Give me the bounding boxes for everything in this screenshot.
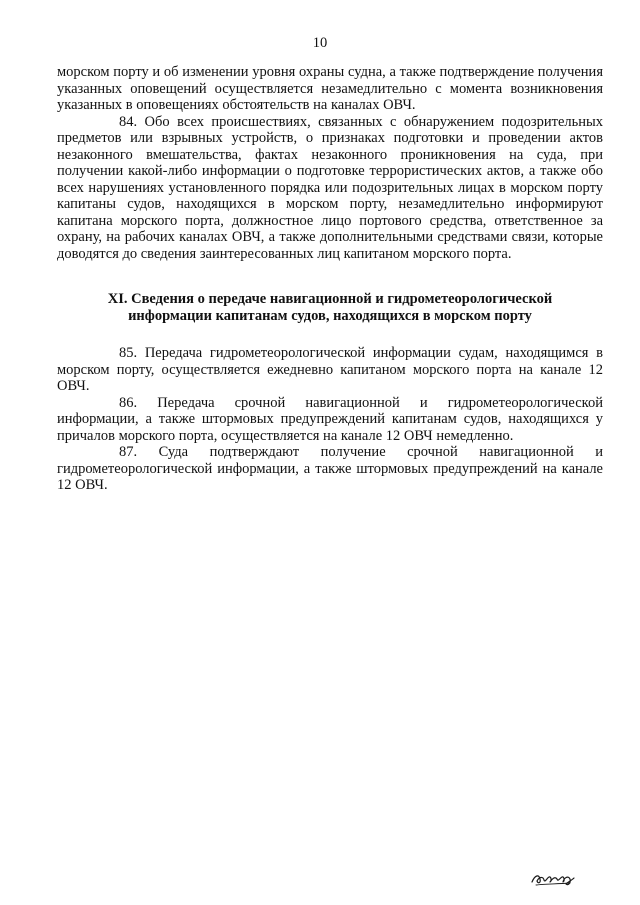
section-heading-line-1: XI. Сведения о передаче навигационной и гидрометеорологической bbox=[107, 291, 553, 307]
paragraph-85: 85. Передача гидрометеорологической информации судам, находящимся в морском порту, осуществляется ежедневно капитаном морского порта на канале 12 ОВЧ. bbox=[57, 345, 603, 394]
section-heading bbox=[60, 291, 600, 325]
paragraph-86: 86. Передача срочной навигационной и гидрометеорологической информации, а также штормовых предупреждений капитанам судов, находящихся у причалов морского порта, осуществляется на канале 12 ОВЧ немедленно. bbox=[57, 394, 603, 444]
handwritten-initials-icon bbox=[530, 866, 576, 888]
top-text-block bbox=[57, 64, 603, 262]
page-number: 10 bbox=[312, 35, 328, 51]
paragraph-87: 87. Суда подтверждают получение срочной навигационной и гидрометеорологической информации, а также штормовых предупреждений на канале 12 ОВЧ. bbox=[57, 444, 603, 493]
section-heading-line-2: информации капитанам судов, находящихся в морском порту bbox=[128, 308, 532, 324]
paragraph-continuation: морском порту и об изменении уровня охраны судна, а также подтверждение получения указанных оповещений осуществляется незамедлительно с момента возникновения указанных в оповещениях обстоятельств на каналах ОВЧ. bbox=[57, 64, 603, 113]
paragraph-84: 84. Обо всех происшествиях, связанных с обнаружением подозрительных предметов или взрывных устройств, о признаках подготовки и проведении актов незаконного вмешательства, фактах незаконного проникновения на суда, при получении какой-либо информации о подготовке террористических актов, а также обо всех нарушениях установленного порядка или подозрительных лицах в морском порту капитаны судов, находящихся в морском порту, незамедлительно информируют капитана морского порта, должностное лицо портового средства, ответственное за охрану, на рабочих каналах ОВЧ, а также дополнительными средствами связи, которые доводятся до сведения заинтересованных лиц капитаном морского порта. bbox=[57, 113, 603, 262]
bottom-text-block bbox=[57, 345, 603, 494]
